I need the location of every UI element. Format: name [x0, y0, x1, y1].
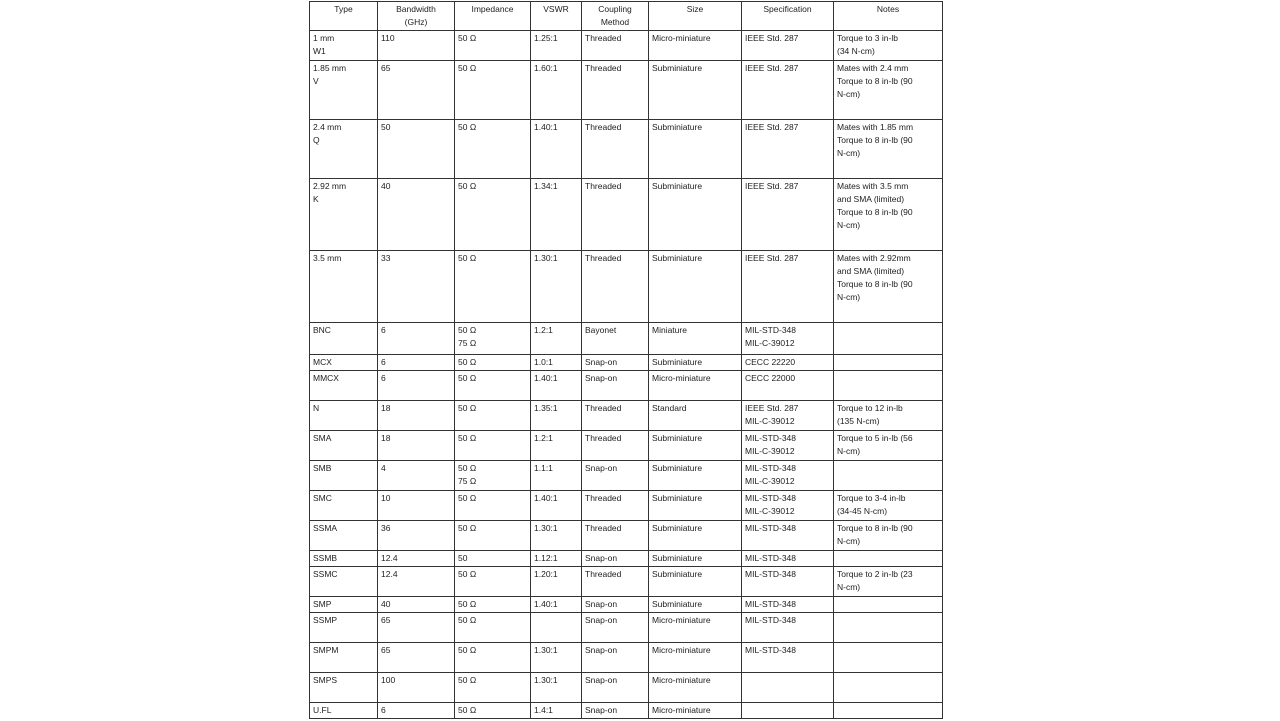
cell-bandwidth: 18	[378, 431, 455, 461]
cell-specification: IEEE Std. 287 MIL-C-39012	[742, 401, 834, 431]
cell-impedance: 50 Ω	[455, 597, 531, 613]
cell-coupling-method: Threaded	[582, 491, 649, 521]
cell-impedance: 50 Ω	[455, 401, 531, 431]
cell-specification: MIL-STD-348	[742, 613, 834, 643]
cell-size: Micro-miniature	[649, 703, 742, 719]
cell-size: Standard	[649, 401, 742, 431]
cell-notes	[834, 551, 943, 567]
cell-type: SMP	[310, 597, 378, 613]
cell-bandwidth: 36	[378, 521, 455, 551]
header-coupling-method: Coupling Method	[582, 2, 649, 31]
cell-coupling-method: Snap-on	[582, 613, 649, 643]
table-row	[310, 673, 943, 703]
table-row	[310, 521, 943, 551]
table-row	[310, 61, 943, 120]
cell-specification: MIL-STD-348 MIL-C-39012	[742, 431, 834, 461]
cell-vswr: 1.40:1	[531, 371, 582, 401]
cell-type: SMC	[310, 491, 378, 521]
cell-vswr: 1.30:1	[531, 643, 582, 673]
cell-coupling-method: Threaded	[582, 120, 649, 179]
cell-notes	[834, 323, 943, 355]
cell-type: 2.92 mm K	[310, 179, 378, 251]
cell-impedance: 50 Ω 75 Ω	[455, 461, 531, 491]
cell-size: Micro-miniature	[649, 673, 742, 703]
cell-specification: IEEE Std. 287	[742, 120, 834, 179]
cell-notes: Torque to 2 in-lb (23 N-cm)	[834, 567, 943, 597]
cell-type: SMB	[310, 461, 378, 491]
cell-bandwidth: 100	[378, 673, 455, 703]
cell-notes: Torque to 3-4 in-lb (34-45 N-cm)	[834, 491, 943, 521]
cell-vswr: 1.20:1	[531, 567, 582, 597]
cell-vswr: 1.0:1	[531, 355, 582, 371]
cell-type: N	[310, 401, 378, 431]
cell-notes	[834, 461, 943, 491]
cell-bandwidth: 18	[378, 401, 455, 431]
cell-coupling-method: Snap-on	[582, 355, 649, 371]
cell-type: 1.85 mm V	[310, 61, 378, 120]
cell-impedance: 50 Ω	[455, 491, 531, 521]
header-type: Type	[310, 2, 378, 31]
cell-bandwidth: 40	[378, 179, 455, 251]
cell-impedance: 50 Ω	[455, 31, 531, 61]
cell-vswr: 1.40:1	[531, 120, 582, 179]
cell-type: 3.5 mm	[310, 251, 378, 323]
cell-size: Micro-miniature	[649, 643, 742, 673]
cell-type: SSMA	[310, 521, 378, 551]
cell-bandwidth: 6	[378, 323, 455, 355]
cell-notes	[834, 371, 943, 401]
cell-bandwidth: 6	[378, 703, 455, 719]
cell-specification: MIL-STD-348 MIL-C-39012	[742, 491, 834, 521]
cell-coupling-method: Snap-on	[582, 551, 649, 567]
cell-size: Subminiature	[649, 431, 742, 461]
cell-specification: IEEE Std. 287	[742, 179, 834, 251]
cell-notes: Torque to 5 in-lb (56 N-cm)	[834, 431, 943, 461]
header-vswr: VSWR	[531, 2, 582, 31]
table-row	[310, 491, 943, 521]
table-row	[310, 355, 943, 371]
cell-vswr	[531, 613, 582, 643]
cell-bandwidth: 12.4	[378, 567, 455, 597]
table-row	[310, 551, 943, 567]
cell-notes	[834, 355, 943, 371]
cell-size: Subminiature	[649, 179, 742, 251]
cell-size: Subminiature	[649, 461, 742, 491]
cell-vswr: 1.12:1	[531, 551, 582, 567]
cell-size: Micro-miniature	[649, 613, 742, 643]
connector-table	[309, 1, 943, 719]
header-size: Size	[649, 2, 742, 31]
table-body	[310, 31, 943, 719]
cell-type: SMPM	[310, 643, 378, 673]
cell-notes: Mates with 3.5 mm and SMA (limited) Torque to 8 in-lb (90 N-cm)	[834, 179, 943, 251]
cell-specification: MIL-STD-348	[742, 597, 834, 613]
table-row	[310, 613, 943, 643]
cell-coupling-method: Snap-on	[582, 371, 649, 401]
table-header-row	[310, 2, 943, 31]
cell-notes	[834, 643, 943, 673]
cell-notes	[834, 673, 943, 703]
cell-bandwidth: 65	[378, 61, 455, 120]
table-row	[310, 120, 943, 179]
header-bandwidth: Bandwidth (GHz)	[378, 2, 455, 31]
cell-impedance: 50 Ω	[455, 703, 531, 719]
cell-bandwidth: 40	[378, 597, 455, 613]
cell-coupling-method: Snap-on	[582, 597, 649, 613]
cell-bandwidth: 65	[378, 643, 455, 673]
cell-impedance: 50 Ω	[455, 371, 531, 401]
cell-notes	[834, 597, 943, 613]
cell-bandwidth: 4	[378, 461, 455, 491]
cell-coupling-method: Threaded	[582, 61, 649, 120]
cell-size: Subminiature	[649, 521, 742, 551]
cell-vswr: 1.25:1	[531, 31, 582, 61]
cell-size: Subminiature	[649, 251, 742, 323]
cell-specification: MIL-STD-348 MIL-C-39012	[742, 323, 834, 355]
table-row	[310, 323, 943, 355]
cell-vswr: 1.35:1	[531, 401, 582, 431]
header-notes: Notes	[834, 2, 943, 31]
cell-specification: MIL-STD-348	[742, 643, 834, 673]
cell-specification: MIL-STD-348 MIL-C-39012	[742, 461, 834, 491]
cell-impedance: 50 Ω	[455, 179, 531, 251]
cell-size: Micro-miniature	[649, 31, 742, 61]
cell-impedance: 50 Ω	[455, 355, 531, 371]
cell-vswr: 1.30:1	[531, 251, 582, 323]
cell-vswr: 1.1:1	[531, 461, 582, 491]
cell-impedance: 50 Ω	[455, 120, 531, 179]
cell-size: Subminiature	[649, 120, 742, 179]
cell-size: Subminiature	[649, 61, 742, 120]
cell-bandwidth: 110	[378, 31, 455, 61]
cell-coupling-method: Snap-on	[582, 461, 649, 491]
cell-type: SMPS	[310, 673, 378, 703]
cell-bandwidth: 33	[378, 251, 455, 323]
table-row	[310, 251, 943, 323]
cell-coupling-method: Snap-on	[582, 703, 649, 719]
cell-specification: MIL-STD-348	[742, 521, 834, 551]
cell-size: Subminiature	[649, 551, 742, 567]
cell-type: 1 mm W1	[310, 31, 378, 61]
cell-vswr: 1.30:1	[531, 673, 582, 703]
cell-coupling-method: Threaded	[582, 401, 649, 431]
cell-impedance: 50 Ω	[455, 431, 531, 461]
table-row	[310, 461, 943, 491]
cell-impedance: 50 Ω	[455, 643, 531, 673]
cell-coupling-method: Snap-on	[582, 643, 649, 673]
cell-specification: CECC 22220	[742, 355, 834, 371]
cell-specification: MIL-STD-348	[742, 567, 834, 597]
cell-size: Miniature	[649, 323, 742, 355]
cell-size: Subminiature	[649, 491, 742, 521]
cell-specification	[742, 673, 834, 703]
table-row	[310, 401, 943, 431]
cell-specification: IEEE Std. 287	[742, 31, 834, 61]
cell-coupling-method: Bayonet	[582, 323, 649, 355]
table-row	[310, 643, 943, 673]
cell-bandwidth: 10	[378, 491, 455, 521]
cell-specification: MIL-STD-348	[742, 551, 834, 567]
cell-vswr: 1.60:1	[531, 61, 582, 120]
cell-coupling-method: Threaded	[582, 31, 649, 61]
cell-type: SSMC	[310, 567, 378, 597]
cell-specification: IEEE Std. 287	[742, 61, 834, 120]
cell-bandwidth: 12.4	[378, 551, 455, 567]
cell-type: SSMB	[310, 551, 378, 567]
cell-notes: Torque to 12 in-lb (135 N-cm)	[834, 401, 943, 431]
cell-coupling-method: Threaded	[582, 431, 649, 461]
header-specification: Specification	[742, 2, 834, 31]
cell-size: Micro-miniature	[649, 371, 742, 401]
cell-vswr: 1.40:1	[531, 597, 582, 613]
cell-notes: Mates with 2.92mm and SMA (limited) Torque to 8 in-lb (90 N-cm)	[834, 251, 943, 323]
table-row	[310, 179, 943, 251]
cell-specification: CECC 22000	[742, 371, 834, 401]
table-row	[310, 597, 943, 613]
cell-coupling-method: Threaded	[582, 521, 649, 551]
cell-impedance: 50 Ω	[455, 521, 531, 551]
cell-coupling-method: Snap-on	[582, 673, 649, 703]
table-row	[310, 567, 943, 597]
connector-table-container	[309, 1, 942, 719]
cell-bandwidth: 6	[378, 355, 455, 371]
cell-notes: Mates with 1.85 mm Torque to 8 in-lb (90 N-cm)	[834, 120, 943, 179]
cell-coupling-method: Threaded	[582, 567, 649, 597]
cell-impedance: 50 Ω 75 Ω	[455, 323, 531, 355]
cell-bandwidth: 50	[378, 120, 455, 179]
cell-impedance: 50 Ω	[455, 61, 531, 120]
cell-notes: Torque to 8 in-lb (90 N-cm)	[834, 521, 943, 551]
cell-vswr: 1.34:1	[531, 179, 582, 251]
cell-notes	[834, 613, 943, 643]
table-row	[310, 371, 943, 401]
cell-notes	[834, 703, 943, 719]
cell-impedance: 50 Ω	[455, 567, 531, 597]
cell-type: 2.4 mm Q	[310, 120, 378, 179]
cell-type: U.FL	[310, 703, 378, 719]
table-row	[310, 431, 943, 461]
cell-vswr: 1.4:1	[531, 703, 582, 719]
cell-impedance: 50 Ω	[455, 673, 531, 703]
cell-bandwidth: 65	[378, 613, 455, 643]
cell-coupling-method: Threaded	[582, 251, 649, 323]
cell-specification	[742, 703, 834, 719]
cell-notes: Torque to 3 in-lb (34 N-cm)	[834, 31, 943, 61]
cell-type: MMCX	[310, 371, 378, 401]
cell-vswr: 1.30:1	[531, 521, 582, 551]
cell-specification: IEEE Std. 287	[742, 251, 834, 323]
cell-coupling-method: Threaded	[582, 179, 649, 251]
cell-impedance: 50 Ω	[455, 251, 531, 323]
cell-size: Subminiature	[649, 597, 742, 613]
cell-type: BNC	[310, 323, 378, 355]
cell-vswr: 1.40:1	[531, 491, 582, 521]
cell-bandwidth: 6	[378, 371, 455, 401]
cell-vswr: 1.2:1	[531, 323, 582, 355]
cell-vswr: 1.2:1	[531, 431, 582, 461]
cell-type: MCX	[310, 355, 378, 371]
cell-type: SSMP	[310, 613, 378, 643]
table-row	[310, 31, 943, 61]
table-row	[310, 703, 943, 719]
cell-size: Subminiature	[649, 355, 742, 371]
header-impedance: Impedance	[455, 2, 531, 31]
cell-size: Subminiature	[649, 567, 742, 597]
cell-impedance: 50 Ω	[455, 613, 531, 643]
cell-notes: Mates with 2.4 mm Torque to 8 in-lb (90 N-cm)	[834, 61, 943, 120]
cell-type: SMA	[310, 431, 378, 461]
cell-impedance: 50	[455, 551, 531, 567]
